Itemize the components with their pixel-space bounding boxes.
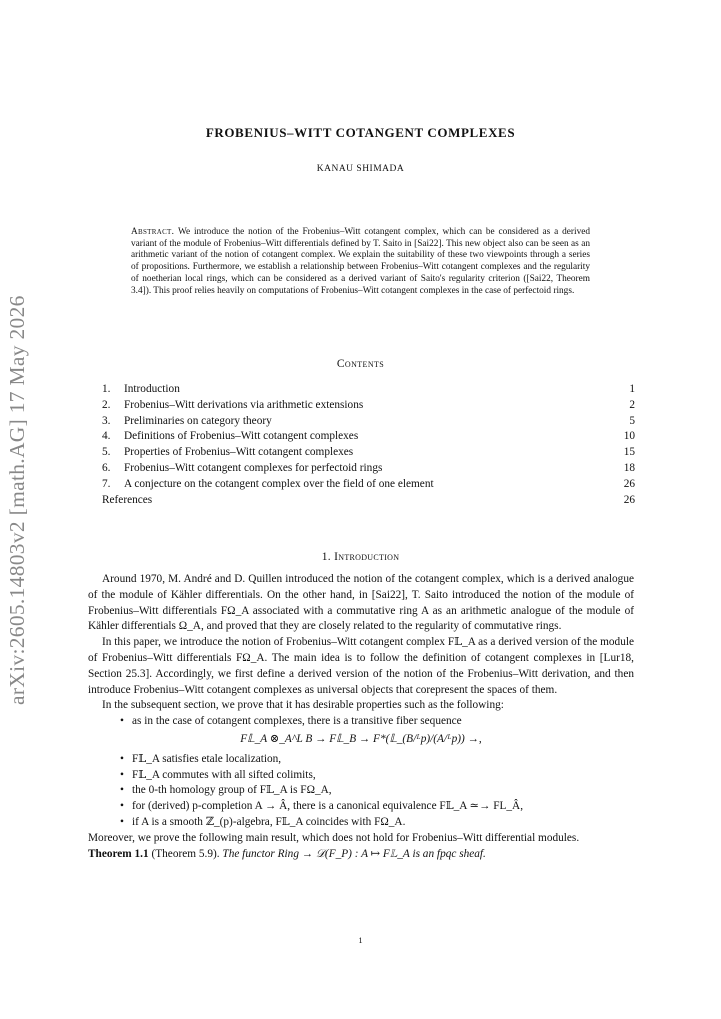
author: KANAU SHIMADA	[316, 164, 405, 174]
section-heading	[0, 551, 721, 563]
toc-text: A conjecture on the cotangent complex over the field of one element	[124, 477, 434, 490]
toc-page: 5	[629, 414, 635, 427]
paragraph: In this paper, we introduce the notion of Frobenius–Witt cotangent complex F𝕃_A as a derived version of the module of Frobenius–Witt differentials FΩ_A. The main idea is to follow the definition of cotangent complexes in [Lur18, Section 25.3]. Accordingly, we first define a derived version of the notion of the Frobenius–Witt derivation, and then introduce Frobenius–Witt cotangent complexes as universal objects that corepresent the spaces of them.	[88, 636, 634, 696]
theorem-ref: (Theorem 5.9).	[151, 847, 220, 860]
toc-row-references[interactable]	[102, 493, 635, 509]
page-number: 1	[358, 935, 363, 945]
toc-row[interactable]	[102, 398, 635, 414]
toc-num: 4.	[102, 430, 111, 443]
list-item: • for (derived) p-completion A → Â, there is a canonical equivalence F𝕃_A ≃→ FL_Â,	[132, 799, 634, 815]
toc-row[interactable]	[102, 445, 635, 461]
toc-text: Preliminaries on category theory	[124, 414, 272, 427]
toc-text: Introduction	[124, 383, 180, 395]
toc-num: 6.	[102, 461, 111, 474]
body-text	[88, 572, 634, 862]
toc-page: 26	[623, 493, 635, 506]
list-item: • the 0-th homology group of F𝕃_A is FΩ_A,	[132, 783, 634, 799]
section-number: 1.	[321, 551, 331, 563]
paragraph: In the subsequent section, we prove that it has desirable properties such as the following:	[102, 699, 504, 712]
list-item: • F𝕃_A commutes with all sifted colimits,	[132, 768, 634, 784]
toc-text: Frobenius–Witt derivations via arithmetic extensions	[124, 398, 364, 411]
toc-num: 7.	[102, 477, 111, 490]
toc-text: References	[102, 493, 153, 506]
theorem-label: Theorem 1.1	[88, 847, 149, 860]
abstract-label: Abstract.	[131, 227, 175, 237]
list-item: • if A is a smooth ℤ_(p)-algebra, F𝕃_A coincides with FΩ_A.	[132, 815, 634, 831]
property-list	[88, 714, 634, 730]
toc-row[interactable]	[102, 477, 635, 493]
toc-page: 18	[623, 461, 635, 474]
section-title: Introduction	[334, 551, 400, 563]
toc-num: 2.	[102, 398, 111, 411]
list-item: • F𝕃_A satisfies etale localization,	[132, 752, 634, 768]
table-of-contents	[102, 382, 635, 508]
toc-text: Frobenius–Witt cotangent complexes for perfectoid rings	[124, 461, 383, 474]
toc-row[interactable]	[102, 382, 635, 398]
toc-row[interactable]	[102, 429, 635, 445]
toc-row[interactable]	[102, 414, 635, 430]
display-equation: F𝕃_A ⊗_A^L B → F𝕃_B → F*(𝕃_(B/ᴸp)/(A/ᴸp)) →,	[240, 732, 482, 745]
paper-title: FROBENIUS–WITT COTANGENT COMPLEXES	[205, 125, 516, 140]
toc-page: 1	[629, 383, 635, 395]
toc-row[interactable]	[102, 461, 635, 477]
toc-num: 3.	[102, 414, 111, 427]
toc-text: Properties of Frobenius–Witt cotangent complexes	[124, 446, 354, 459]
paragraph: Around 1970, M. André and D. Quillen introduced the notion of the cotangent complex, which is a derived analogue of the module of Kähler differentials. On the other hand, in [Sai22], T. Saito introduced the notion of the module of Frobenius–Witt differentials FΩ_A associated with a commutative ring A as an arithmetic analogue of the module of Kähler differentials Ω_A, and proved that they are closely related to the regularity of commutative rings.	[88, 573, 634, 633]
list-item: • as in the case of cotangent complexes, there is a transitive fiber sequence	[132, 714, 634, 730]
paragraph: Moreover, we prove the following main result, which does not hold for Frobenius–Witt differential modules.	[88, 831, 580, 844]
toc-page: 2	[629, 398, 635, 411]
theorem-statement: The functor Ring → 𝒟(F_P) : A ↦ F𝕃_A is an fpqc sheaf.	[222, 847, 486, 860]
toc-page: 15	[623, 446, 635, 459]
toc-num: 1.	[102, 383, 111, 395]
toc-page: 26	[623, 477, 635, 490]
abstract-text: We introduce the notion of the Frobenius–Witt cotangent complex, which can be considered as a derived variant of the module of Frobenius–Witt differentials defined by T. Saito in [Sai22]. This new object also can be seen as an arithmetic variant of the notion of cotangent complex. We explain the suitability of these two viewpoints through a series of propositions. Furthermore, we establish a relationship between Frobenius–Witt cotangent complexes and the regularity of noetherian local rings, which can be considered as a derived variant of Saito's regularity criterion ([Sai22, Theorem 3.4]). This proof relies heavily on computations of Frobenius–Witt cotangent complexes in the case of perfectoid rings.	[131, 227, 590, 296]
property-list	[88, 752, 634, 831]
theorem	[88, 847, 634, 863]
toc-page: 10	[623, 430, 635, 443]
toc-title: Contents	[336, 358, 385, 370]
toc-text: Definitions of Frobenius–Witt cotangent complexes	[124, 430, 359, 443]
arxiv-identifier: arXiv:2605.14803v2 [math.AG] 17 May 2026	[5, 295, 29, 705]
abstract	[131, 227, 590, 297]
toc-num: 5.	[102, 446, 111, 459]
